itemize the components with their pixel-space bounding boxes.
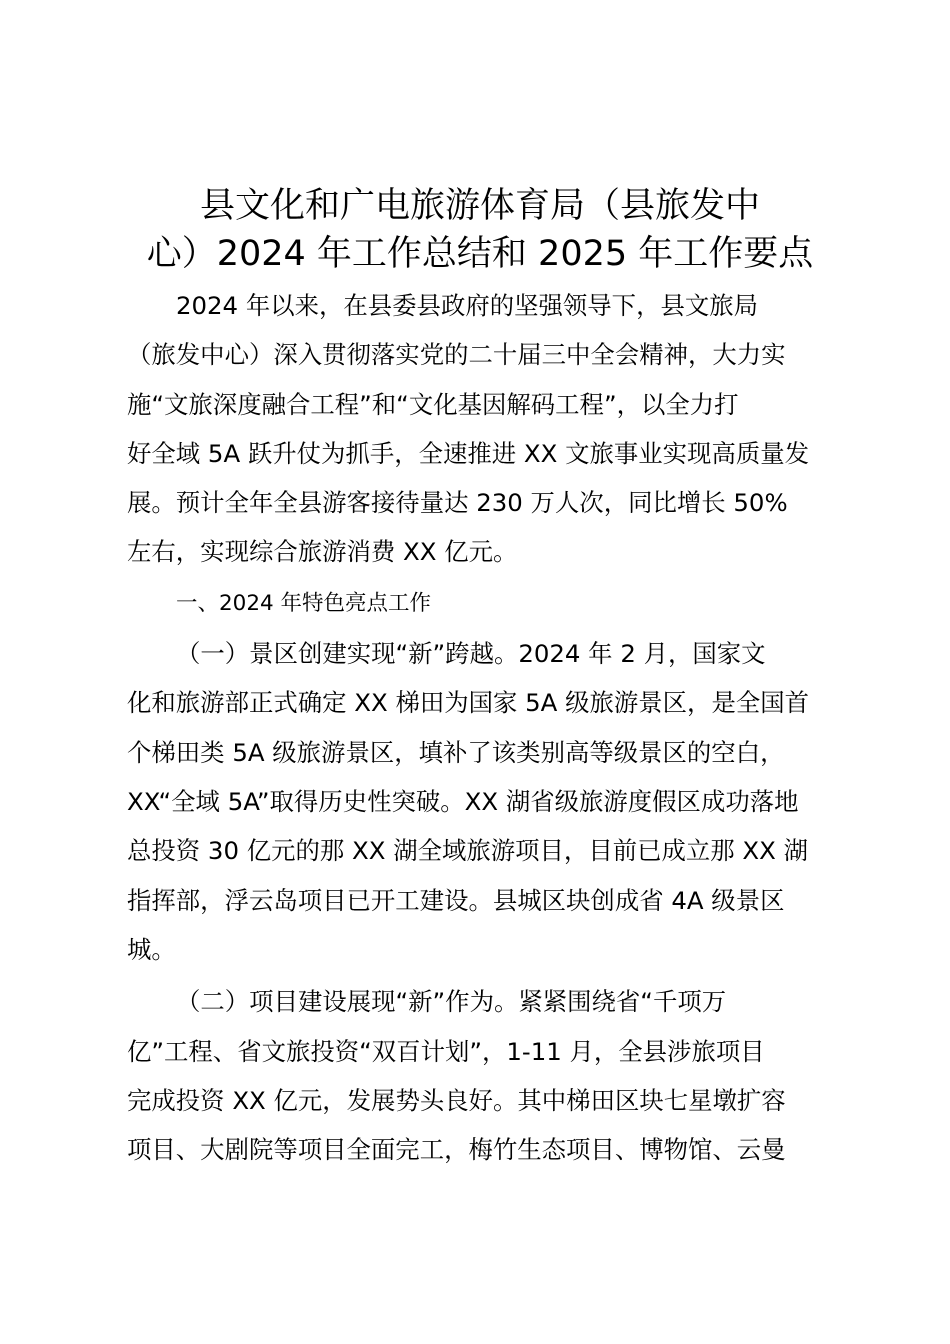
document-title-line-2: 心）2024 年工作总结和 2025 年工作要点 [146, 234, 814, 274]
paragraph-3-line-2: 化和旅游部正式确定 XX 梯田为国家 5A 级旅游景区，是全国首 [127, 688, 810, 717]
paragraph-4-line-4: 项目、大剧院等项目全面完工，梅竹生态项目、博物馆、云曼 [127, 1135, 786, 1164]
paragraph-4-line-3: 完成投资 XX 亿元，发展势头良好。其中梯田区块七星墩扩容 [127, 1086, 786, 1115]
paragraph-1-line-6: 左右，实现综合旅游消费 XX 亿元。 [127, 537, 518, 566]
paragraph-3-line-1: （一）景区创建实现“新”跨越。2024 年 2 月，国家文 [176, 639, 766, 668]
paragraph-3-line-6: 指挥部，浮云岛项目已开工建设。县城区块创成省 4A 级景区 [127, 886, 785, 915]
paragraph-3-line-4: XX“全域 5A”取得历史性突破。XX 湖省级旅游度假区成功落地 [127, 787, 799, 816]
paragraph-1-line-1: 2024 年以来，在县委县政府的坚强领导下，县文旅局 [176, 291, 759, 320]
paragraph-1-line-2: （旅发中心）深入贯彻落实党的二十届三中全会精神，大力实 [127, 340, 786, 369]
section-heading: 一、2024 年特色亮点工作 [176, 591, 432, 616]
paragraph-3-line-3: 个梯田类 5A 级旅游景区，填补了该类别高等级景区的空白， [127, 738, 785, 767]
paragraph-1-line-4: 好全域 5A 跃升仗为抓手，全速推进 XX 文旅事业实现高质量发 [127, 439, 810, 468]
paragraph-1-line-3: 施“文旅深度融合工程”和“文化基因解码工程”，以全力打 [127, 390, 739, 419]
paragraph-4-line-1: （二）项目建设展现“新”作为。紧紧围绕省“千项万 [176, 987, 727, 1016]
paragraph-4-line-2: 亿”工程、省文旅投资“双百计划”，1-11 月，全县涉旅项目 [127, 1037, 765, 1066]
paragraph-1-line-5: 展。预计全年全县游客接待量达 230 万人次，同比增长 50% [127, 488, 788, 517]
paragraph-3-line-5: 总投资 30 亿元的那 XX 湖全域旅游项目，目前已成立那 XX 湖 [127, 836, 808, 865]
paragraph-3-line-7: 城。 [127, 935, 176, 964]
document-title-line-1: 县文化和广电旅游体育局（县旅发中 [199, 186, 760, 226]
